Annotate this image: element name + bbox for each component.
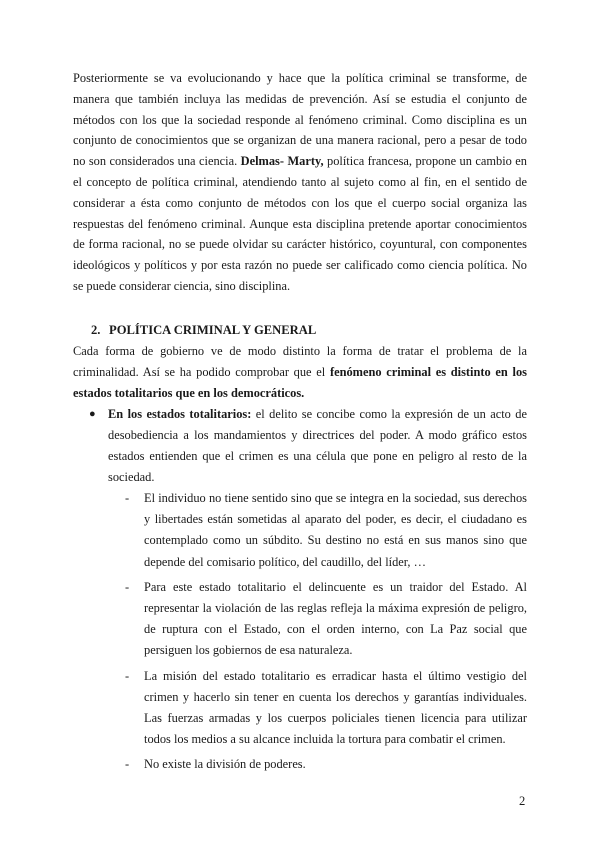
section-intro-paragraph — [73, 341, 527, 403]
sub-list-item — [125, 666, 527, 751]
author-name-bold: Delmas- Marty, — [240, 154, 324, 169]
section-title: POLÍTICA CRIMINAL Y GENERAL — [109, 323, 317, 337]
bullet-text: el delito se concibe como la expresión de un acto de desobediencia a los mandamientos y directrices del poder. A modo gráfico estos estados entienden que el crimen es una célula que pone en peligro al resto de la sociedad. — [108, 407, 527, 484]
sub-item-text: Para este estado totalitario el delincuente es un traidor del Estado. Al representar la violación de las reglas refleja la máxima expresión de peligro, de ruptura con el Estado, con el orden interno, con La Paz social que persiguen los gobiernos de esa naturaleza. — [144, 579, 527, 658]
sub-bullet-list — [125, 488, 527, 776]
intro-text: Cada forma de gobierno ve de modo distinto la forma de tratar el problema de la criminalidad. Así se ha podido comprobar que el — [73, 344, 527, 379]
intro-bold-text: fenómeno criminal es distinto en los estados totalitarios que en los democráticos. — [73, 364, 527, 400]
dash-marker-icon: - — [125, 757, 130, 772]
dash-marker-icon: - — [125, 491, 130, 505]
page-number: 2 — [519, 794, 526, 808]
sub-item-text: El individuo no tiene sentido sino que se integra en la sociedad, sus derechos y libertades están sometidas al aparato del poder, es decir, el ciudadano es contemplado como un súbdito. Su destino no está en sus manos sino que depende del comisario político, del caudillo, del líder, … — [144, 491, 527, 569]
paragraph-text: Posteriormente se va evolucionando y hace que la política criminal se transforme, de manera que también incluya las medidas de prevención. Así se estudia el conjunto de métodos con los que la sociedad responde al fenómeno criminal. Como disciplina es un conjunto de conocimientos que se organizan de una manera racional, pero a pesar de todo no son considerados una ciencia. — [73, 71, 527, 169]
bullet-title: En los estados totalitarios: — [108, 407, 252, 421]
paragraph-text: política francesa, propone un cambio en el concepto de política criminal, atendiendo tanto al sujeto como al fin, en el sentido de considerar a ésta como conjunto de métodos con los que el cuerpo social organiza las respuestas del fenómeno criminal. Aunque esta disciplina pretende aportar conocimientos de forma racional, no se puede olvidar su carácter histórico, coyuntural, con componentes ideológicos y políticos y por esta razón no puede ser calificado como ciencia política. No se puede considerar ciencia, sino disciplina. — [73, 154, 527, 293]
dash-marker-icon: - — [125, 668, 130, 683]
sub-item-text: No existe la división de poderes. — [144, 757, 306, 772]
bullet-dot-icon: ● — [89, 408, 96, 420]
dash-marker-icon: - — [125, 579, 130, 594]
sub-list-item — [125, 577, 527, 662]
sub-list-item — [125, 754, 527, 775]
bullet-item-totalitarian-states — [89, 404, 527, 488]
paragraph-political-criminal-evolution — [73, 68, 527, 297]
section-number: 2. — [91, 323, 101, 337]
sub-item-text: La misión del estado totalitario es erradicar hasta el último vestigio del crimen y hacerlo sin tener en cuenta los derechos y garantías individuales. Las fuerzas armadas y los cuerpos policiales tienen licencia para utilizar todos los medios a su alcance incluida la tortura para combatir el crimen. — [144, 668, 527, 747]
section-heading — [91, 320, 316, 340]
sub-list-item — [125, 488, 527, 573]
